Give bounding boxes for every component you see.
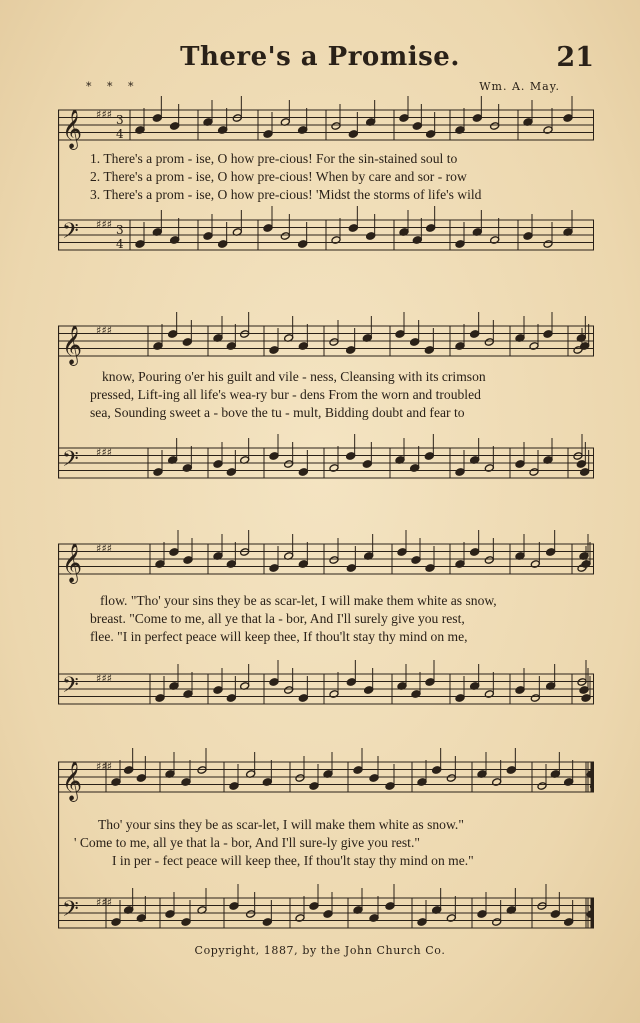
- note-head: [263, 224, 273, 233]
- note-head: [226, 468, 236, 477]
- note-head: [168, 330, 178, 339]
- note-head: [346, 564, 356, 573]
- time-signature-top: 3: [116, 223, 124, 237]
- key-signature-sharps: ♯♯♯: [96, 324, 112, 337]
- note-head: [426, 224, 436, 233]
- note-head: [135, 240, 145, 249]
- note-head: [183, 556, 193, 565]
- note-head: [229, 782, 239, 791]
- note-head: [269, 678, 279, 687]
- note-head: [218, 240, 228, 249]
- lyric-line-verse-3: 3. There's a prom - ise, O how pre-cious! 'Midst the storms of life's wild: [90, 187, 482, 202]
- note-head: [581, 694, 591, 703]
- note-head: [213, 460, 223, 469]
- note-head: [470, 330, 480, 339]
- bass-clef-icon: 𝄢: [62, 219, 79, 249]
- note-head: [424, 346, 434, 355]
- lyric-line-verse-3: flee. "I in perfect peace will keep thee, If thou'lt stay thy mind on me,: [90, 629, 468, 644]
- note-head: [284, 460, 294, 469]
- note-head: [411, 556, 421, 565]
- note-head: [181, 918, 191, 927]
- note-head: [385, 782, 395, 791]
- note-head: [490, 122, 500, 131]
- note-head: [246, 910, 256, 919]
- note-head: [455, 468, 465, 477]
- bass-clef-icon: 𝄢: [62, 897, 79, 927]
- treble-clef-icon: 𝄞: [62, 325, 83, 365]
- key-signature-sharps: ♯♯♯: [96, 672, 112, 685]
- treble-clef-icon: 𝄞: [62, 543, 83, 583]
- note-head: [152, 114, 162, 123]
- lyric-line-verse-1: flow. "Tho' your sins they be as scar-let, I will make them white as snow,: [100, 593, 497, 608]
- note-head: [298, 468, 308, 477]
- note-head: [484, 556, 494, 565]
- lyric-line-verse-2: pressed, Lift-ing all life's wea-ry bur - dens From the worn and troubled: [90, 387, 481, 402]
- lyric-line-verse-2: ' Come to me, all ye that la - bor, And I'll sure-ly give you rest.": [74, 835, 420, 850]
- lyric-line-verse-3: I in per - fect peace will keep thee, If thou'lt stay thy mind on me.": [112, 853, 474, 868]
- note-head: [362, 460, 372, 469]
- note-head: [546, 548, 556, 557]
- music-system-1: [58, 96, 594, 266]
- note-head: [269, 346, 279, 355]
- note-head: [506, 766, 516, 775]
- music-system-4: [58, 748, 594, 938]
- key-signature-sharps: ♯♯♯: [96, 218, 112, 231]
- note-head: [399, 114, 409, 123]
- note-head: [397, 548, 407, 557]
- note-head: [269, 564, 279, 573]
- note-head: [298, 694, 308, 703]
- note-head: [229, 902, 239, 911]
- note-head: [182, 338, 192, 347]
- music-system-2: [58, 312, 594, 492]
- note-head: [426, 130, 436, 139]
- note-head: [111, 918, 121, 927]
- key-signature-sharps: ♯♯♯: [96, 446, 112, 459]
- note-head: [470, 548, 480, 557]
- note-head: [529, 468, 539, 477]
- note-head: [543, 330, 553, 339]
- note-head: [348, 130, 358, 139]
- lyric-line-verse-2: breast. "Come to me, all ye that la - bor, And I'll surely give you rest,: [90, 611, 465, 626]
- lyric-line-verse-1: Tho' your sins they be as scar-let, I will make them white as snow.": [98, 817, 464, 832]
- note-head: [425, 564, 435, 573]
- meter-stars: * * *: [86, 80, 140, 93]
- key-signature-sharps: ♯♯♯: [96, 760, 112, 773]
- note-head: [165, 910, 175, 919]
- note-head: [346, 346, 356, 355]
- note-head: [395, 330, 405, 339]
- note-head: [263, 130, 273, 139]
- note-head: [515, 686, 525, 695]
- note-head: [331, 122, 341, 131]
- key-signature-sharps: ♯♯♯: [96, 108, 112, 121]
- composer-credit: Wm. A. May.: [479, 80, 560, 93]
- bass-clef-icon: 𝄢: [62, 673, 79, 703]
- time-signature-bottom: 4: [116, 237, 124, 251]
- note-head: [348, 224, 358, 233]
- note-head: [425, 678, 435, 687]
- note-head: [262, 918, 272, 927]
- note-head: [298, 240, 308, 249]
- note-head: [446, 774, 456, 783]
- time-signature-bottom: 4: [116, 127, 124, 141]
- time-signature-top: 3: [116, 113, 124, 127]
- note-head: [550, 910, 560, 919]
- note-head: [155, 694, 165, 703]
- note-head: [563, 114, 573, 123]
- note-head: [369, 774, 379, 783]
- note-head: [295, 774, 305, 783]
- note-head: [124, 766, 134, 775]
- note-head: [412, 122, 422, 131]
- note-head: [432, 766, 442, 775]
- note-head: [329, 338, 339, 347]
- note-head: [366, 232, 376, 241]
- note-head: [543, 240, 553, 249]
- note-head: [309, 782, 319, 791]
- note-head: [576, 460, 586, 469]
- note-head: [410, 338, 420, 347]
- note-head: [309, 902, 319, 911]
- note-head: [364, 686, 374, 695]
- note-head: [537, 782, 547, 791]
- note-head: [484, 338, 494, 347]
- note-head: [492, 918, 502, 927]
- music-system-3: [58, 530, 594, 710]
- note-head: [226, 694, 236, 703]
- note-head: [346, 452, 356, 461]
- note-head: [530, 694, 540, 703]
- key-signature-sharps: ♯♯♯: [96, 896, 112, 909]
- treble-clef-icon: 𝄞: [62, 109, 83, 149]
- note-head: [284, 686, 294, 695]
- note-head: [455, 240, 465, 249]
- note-head: [579, 686, 589, 695]
- note-head: [455, 694, 465, 703]
- note-head: [169, 548, 179, 557]
- copyright-notice: Copyright, 1887, by the John Church Co.: [194, 944, 446, 957]
- note-head: [564, 918, 574, 927]
- lyric-line-verse-1: know, Pouring o'er his guilt and vile - ness, Cleansing with its crimson: [102, 369, 486, 384]
- note-head: [385, 902, 395, 911]
- hymn-title: There's a Promise.: [180, 42, 460, 72]
- note-head: [353, 766, 363, 775]
- note-head: [523, 232, 533, 241]
- note-head: [170, 122, 180, 131]
- note-head: [153, 468, 163, 477]
- note-head: [280, 232, 290, 241]
- note-head: [269, 452, 279, 461]
- key-signature-sharps: ♯♯♯: [96, 542, 112, 555]
- lyric-line-verse-1: 1. There's a prom - ise, O how pre-cious! For the sin-stained soul to: [90, 151, 458, 166]
- treble-clef-icon: 𝄞: [62, 761, 83, 801]
- lyric-line-verse-3: sea, Sounding sweet a - bove the tu - mult, Bidding doubt and fear to: [90, 405, 465, 420]
- note-head: [203, 232, 213, 241]
- note-head: [136, 774, 146, 783]
- note-head: [329, 556, 339, 565]
- note-head: [417, 918, 427, 927]
- bass-clef-icon: 𝄢: [62, 447, 79, 477]
- note-head: [477, 910, 487, 919]
- note-head: [213, 686, 223, 695]
- lyric-line-verse-2: 2. There's a prom - ise, O how pre-cious! When by care and sor - row: [90, 169, 467, 184]
- note-head: [472, 114, 482, 123]
- note-head: [580, 468, 590, 477]
- page-number: 21: [556, 42, 594, 73]
- note-head: [424, 452, 434, 461]
- note-head: [323, 910, 333, 919]
- note-head: [515, 460, 525, 469]
- note-head: [346, 678, 356, 687]
